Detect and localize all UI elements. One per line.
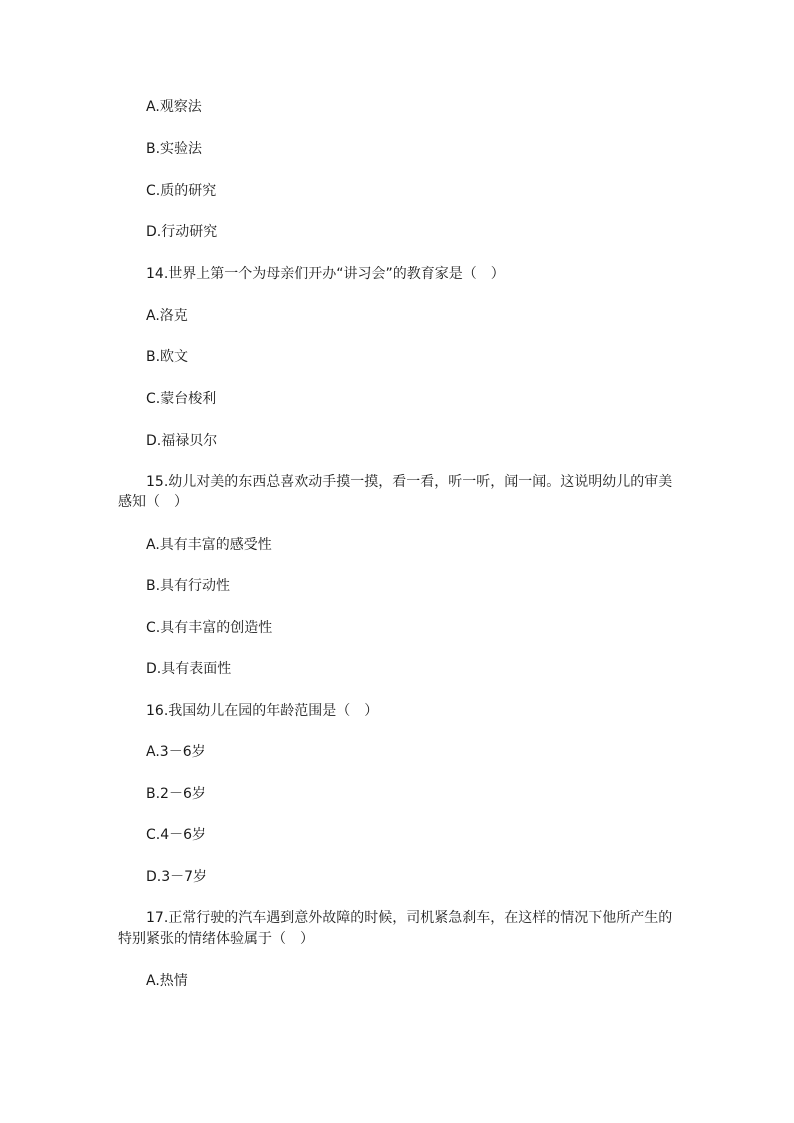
question-15-stem-line2: 感知（ ） <box>118 494 188 510</box>
option-item: B.具有行动性 <box>146 578 231 594</box>
option-item: D.行动研究 <box>146 224 218 240</box>
option-item: D.3－7岁 <box>146 869 208 885</box>
question-17-stem-line2: 特别紧张的情绪体验属于（ ） <box>118 931 314 947</box>
option-item: A.观察法 <box>146 99 202 115</box>
option-item: D.福禄贝尔 <box>146 433 218 449</box>
option-item: A.洛克 <box>146 308 188 324</box>
question-16-stem: 16.我国幼儿在园的年龄范围是（ ） <box>146 703 379 719</box>
option-item: C.具有丰富的创造性 <box>146 620 273 636</box>
option-item: A.热情 <box>146 973 188 989</box>
option-item: A.具有丰富的感受性 <box>146 537 272 553</box>
option-item: B.欧文 <box>146 349 189 365</box>
option-item: B.实验法 <box>146 141 203 157</box>
option-item: B.2－6岁 <box>146 786 206 802</box>
question-15-stem-line1: 15.幼儿对美的东西总喜欢动手摸一摸，看一看，听一听，闻一闻。这说明幼儿的审美 <box>146 474 673 490</box>
option-item: C.4－6岁 <box>146 827 207 843</box>
option-item: D.具有表面性 <box>146 661 232 677</box>
question-14-stem: 14.世界上第一个为母亲们开办“讲习会”的教育家是（ ） <box>146 266 505 282</box>
option-item: A.3－6岁 <box>146 744 206 760</box>
option-item: C.质的研究 <box>146 183 217 199</box>
option-item: C.蒙台梭利 <box>146 391 217 407</box>
question-17-stem-line1: 17.正常行驶的汽车遇到意外故障的时候，司机紧急刹车，在这样的情况下他所产生的 <box>146 910 673 926</box>
